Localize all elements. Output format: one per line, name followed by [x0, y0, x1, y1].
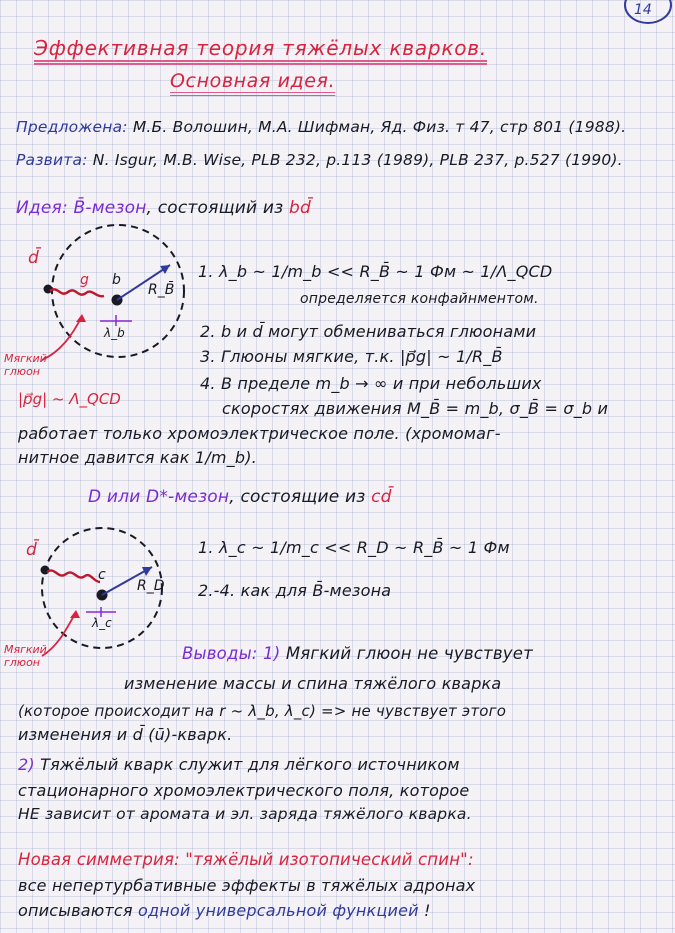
idea-text: , состоящий из [146, 198, 289, 218]
point-b-4: 4. В пределе m_b → ∞ и при небольших [200, 374, 542, 393]
gluon-spring-2 [47, 570, 100, 582]
developed-label: Развита: [16, 151, 88, 169]
conclusions-line-5 [18, 755, 460, 774]
conclusion-number-2: 2) [18, 755, 35, 774]
d-meson-line [88, 487, 392, 507]
conclusions-line-2: изменение массы и спина тяжёлого кварка [124, 674, 502, 693]
universal-function: одной универсальной функцией [138, 901, 419, 920]
gluon-label: g [80, 272, 89, 288]
symmetry-line-3a: описываются [18, 901, 139, 920]
radius-label: R_B̄ [148, 282, 175, 298]
proposed-label: Предложена: [16, 118, 128, 136]
conclusions-line-3: (которое происходит на r ~ λ_b, λ_c) => не чувствует этого [18, 702, 507, 720]
symmetry-quote: "тяжёлый изотопический спин": [179, 850, 474, 869]
conclusions-line-6: стационарного хромоэлектрического поля, которое [18, 781, 470, 800]
idea-meson: B̄-мезон [67, 198, 147, 218]
soft-gluon-label-2: Мягкий глюон [4, 643, 47, 669]
d-meson-quarks: cd̄ [371, 487, 392, 507]
radius-label-2: R_D [137, 578, 165, 594]
symmetry-label: Новая симметрия: [18, 850, 180, 869]
lambda-c-label: λ_c [92, 616, 112, 630]
point-b-1-cont: определяется конфайнментом. [300, 291, 539, 307]
lambda-b-label: λ_b [104, 326, 125, 340]
soft-gluon-pointer-head-2 [70, 610, 80, 618]
conclusions-line-4: изменения и d̄ (ū)-кварк. [18, 725, 233, 744]
d-meson-prefix: D или D*-мезон [88, 487, 230, 507]
page-subtitle: Основная идея. [170, 70, 336, 92]
conclusions-line-1 [182, 644, 533, 663]
point-c-1: 1. λ_c ~ 1/m_c << R_D ~ R_B̄ ~ 1 Фм [198, 538, 510, 557]
symmetry-line-3c: ! [418, 901, 431, 920]
point-b-1: 1. λ_b ~ 1/m_b << R_B̄ ~ 1 Фм ~ 1/Λ_QCD [198, 262, 553, 281]
momentum-label: |p⃗g| ~ Λ_QCD [18, 390, 121, 408]
proposed-text: М.Б. Волошин, М.А. Шифман, Яд. Физ. т 47, стр 801 (1988). [127, 118, 627, 136]
symmetry-line-3 [18, 901, 431, 920]
page-title: Эффективная теория тяжёлых кварков. [34, 36, 488, 60]
point-b-3: 3. Глюоны мягкие, т.к. |p⃗g| ~ 1/R_B̄ [200, 347, 503, 366]
idea-quarks: bd̄ [288, 198, 311, 218]
conclusion-1-text: Мягкий глюон не чувствует [285, 644, 533, 663]
antiquark-label: d̄ [28, 248, 39, 268]
symmetry-line-2: все непертурбативные эффекты в тяжёлых адронах [18, 876, 476, 895]
conclusion-2-text: Тяжёлый кварк служит для лёгкого источником [40, 755, 460, 774]
developed-text: N. Isgur, M.B. Wise, PLB 232, p.113 (1989), PLB 237, p.527 (1990). [87, 151, 623, 169]
c-quark-label: c [98, 567, 106, 583]
idea-label: Идея: [16, 198, 68, 218]
point-c-2: 2.-4. как для B̄-мезона [198, 581, 392, 600]
page-number: 14 [634, 2, 652, 18]
soft-gluon-pointer-head [76, 314, 86, 322]
works-line-1: работает только хромоэлектрическое поле. (хромомаг- [18, 424, 501, 443]
conclusion-number-1: 1) [263, 644, 281, 663]
point-b-4-cont: скоростях движения M_B̄ = m_b, σ_B̄ = σ_b и [222, 399, 609, 418]
d-meson-text: , состоящие из [229, 487, 372, 507]
conclusions-line-7: НЕ зависит от аромата и эл. заряда тяжёлого кварка. [18, 805, 472, 823]
gluon-spring [50, 289, 104, 296]
point-b-2: 2. b и d̄ могут обмениваться глюонами [200, 322, 537, 341]
conclusions-label: Выводы: [182, 644, 258, 663]
b-quark-label: b [112, 272, 121, 288]
antiquark-label-2: d̄ [26, 540, 37, 560]
works-line-2: нитное давится как 1/m_b). [18, 448, 257, 467]
symmetry-line-1 [18, 850, 474, 869]
soft-gluon-label: Мягкий глюон [4, 352, 47, 378]
